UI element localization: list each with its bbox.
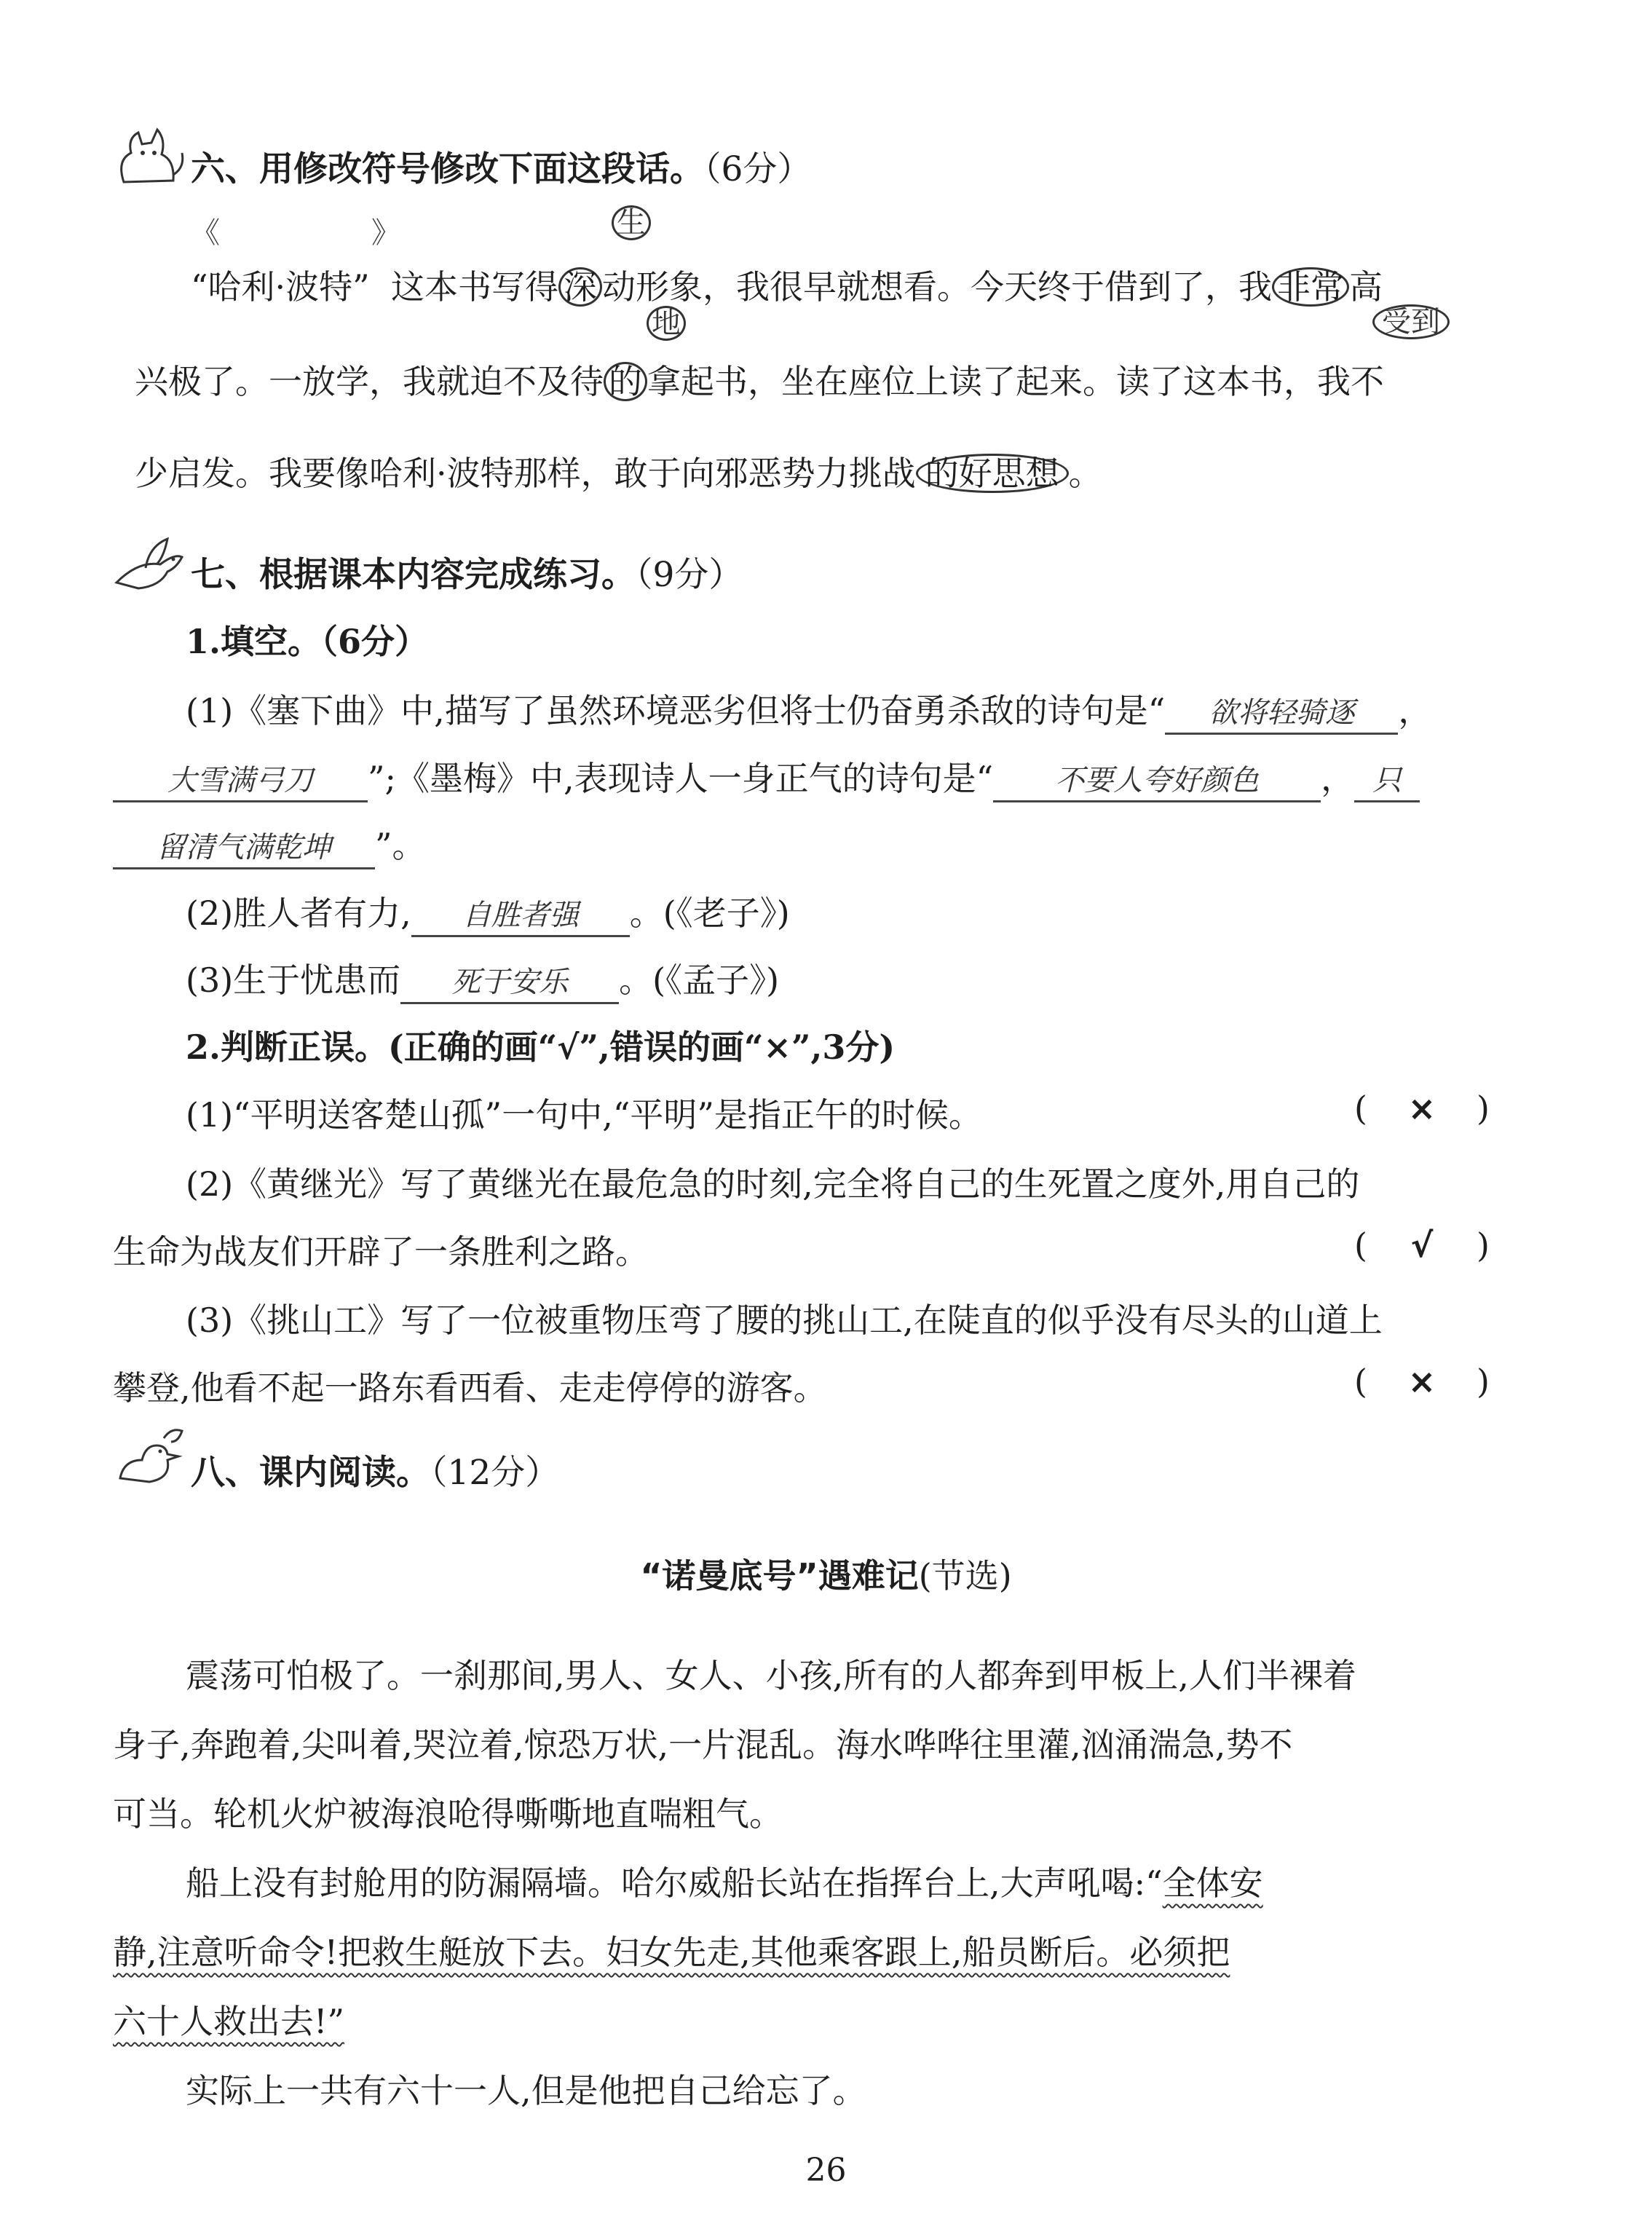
section6-line1 — [191, 261, 1383, 309]
q2-item2-line1: (2)《黄继光》写了黄继光在最危急的时刻,完全将自己的生死置之度外,用自己的 — [186, 1164, 1360, 1204]
line1-text-c: 高 — [1348, 267, 1383, 307]
passage-title — [0, 1550, 1652, 1598]
q2-item2-answer: ( √ ) — [1354, 1226, 1490, 1265]
q1-item2-text-a: (2)胜人者有力, — [186, 893, 411, 933]
passage-title-sub: (节选) — [918, 1556, 1012, 1595]
q2-item1-answer: ( × ) — [1354, 1089, 1490, 1128]
wavy-underlined-text-1: 全体安 — [1162, 1863, 1263, 1903]
answer-daxuemangongdao: 大雪满弓刀 — [113, 757, 368, 802]
insert-word-sheng — [612, 205, 651, 240]
q1-item1-line3 — [113, 819, 426, 869]
line2-text-c: 不 — [1351, 362, 1384, 401]
wavy-underlined-text-2: 静,注意听命令!把救生艇放下去。妇女先走,其他乘客跟上,船员断后。必须把 — [113, 1933, 1230, 1972]
q1-item1-text-a: (1)《塞下曲》中,描写了虽然环境恶劣但将士仍奋勇杀敌的诗句是“ — [186, 691, 1166, 730]
answer-zishengzheqiang: 自胜者强 — [411, 892, 630, 937]
q1-label: 1.填空。（6分） — [186, 622, 429, 661]
line1-text-b: 动形象，我很早就想看。今天终于借到了，我 — [601, 267, 1272, 307]
section6-line2 — [135, 355, 1384, 403]
q1-item1-text-e: ”。 — [375, 826, 426, 865]
q1-item2-text-b: 。(《老子》) — [629, 893, 790, 933]
q1-item3-text-b: 。(《孟子》) — [619, 960, 780, 1000]
passage-p3-line1: 实际上一共有六十一人,但是他把自己给忘了。 — [186, 2071, 866, 2110]
q2-label-text: 2.判断正误。(正确的画“√”,错误的画“×”,3分) — [186, 1027, 896, 1067]
page-number: 26 — [805, 2152, 847, 2189]
passage-title-text: “诺曼底号”遇难记 — [640, 1556, 919, 1595]
passage-p1-line2: 身子,奔跑着,尖叫着,哭泣着,惊恐万状,一片混乱。海水哗哗往里灌,汹涌湍急,势不 — [113, 1725, 1293, 1764]
answer-siyuanle: 死于安乐 — [400, 959, 619, 1004]
q2-item2-answer-mark: √ — [1410, 1226, 1434, 1265]
quote-open: “ — [191, 267, 208, 307]
circled-word-feichang: 非常 — [1272, 267, 1349, 307]
passage-p2-line1-text: 船上没有封舱用的防漏隔墙。哈尔威船长站在指挥台上,大声吼喝:“ — [186, 1863, 1163, 1903]
section7-heading — [191, 548, 743, 596]
line3-text-b: 。 — [1068, 454, 1102, 493]
insert-word-di — [647, 306, 686, 341]
section6-points: （6分） — [704, 149, 812, 189]
quote-close: ” — [352, 267, 370, 307]
q1-item3 — [186, 954, 779, 1004]
answer-zhi: 只 — [1354, 757, 1420, 802]
bird-icon — [109, 532, 189, 597]
passage-p1-line3: 可当。轮机火炉被海浪呛得嘶嘶地直喘粗气。 — [113, 1794, 783, 1834]
book-mark-right: 》 — [371, 216, 400, 250]
answer-liuqingqimanqiankun: 留清气满乾坤 — [113, 824, 375, 869]
line1-text-a: 这本书写得 — [390, 267, 558, 307]
q2-item1: (1)“平明送客楚山孤”一句中,“平明”是指正午的时候。 — [186, 1095, 982, 1135]
q2-item3-answer: ( × ) — [1354, 1362, 1490, 1401]
line3-text-a: 少启发。我要像哈利·波特那样，敢于向邪恶势力挑战 — [135, 454, 916, 493]
answer-yujiangqingjizhu: 欲将轻骑逐 — [1165, 690, 1398, 735]
section6-line3 — [135, 447, 1102, 495]
q1-item1-text-d: ， — [1321, 759, 1355, 798]
insert-word-sheng-text: 生 — [612, 205, 651, 240]
q1-item1-text-c: ”;《墨梅》中,表现诗人一身正气的诗句是“ — [368, 759, 994, 798]
circled-word-de: 的 — [604, 362, 647, 401]
q2-item3-line2: 攀登,他看不起一路东看西看、走走停停的游客。 — [113, 1368, 827, 1408]
passage-p2-line3 — [113, 1995, 344, 2043]
q2-label — [186, 1021, 895, 1069]
insert-word-shoudao — [1372, 304, 1450, 339]
q1-item3-text-a: (3)生于忧患而 — [186, 960, 401, 1000]
line2-text-a: 兴极了。一放学，我就迫不及待 — [135, 362, 604, 401]
section7-heading-text: 七、根据课本内容完成练习。 — [191, 555, 636, 595]
q1-item2 — [186, 887, 790, 937]
section6-heading-text: 六、用修改符号修改下面这段话。 — [191, 149, 704, 189]
section8-points: （12分） — [430, 1453, 560, 1493]
q1-item1-text-b: ， — [1398, 691, 1432, 730]
circled-phrase-haosixiang: 的好思想 — [916, 454, 1069, 493]
section8-heading — [191, 1445, 559, 1494]
circled-word-shen: 深 — [558, 267, 602, 307]
q2-item2-line2: 生命为战友们开辟了一条胜利之路。 — [113, 1232, 649, 1271]
passage-p2-line2 — [113, 1926, 1230, 1974]
passage-p2-line1 — [186, 1857, 1263, 1905]
book-title: 哈利·波特 — [208, 267, 353, 307]
duck-icon — [109, 1424, 189, 1489]
q2-item1-answer-mark: × — [1407, 1089, 1436, 1128]
wavy-underlined-text-3: 六十人救出去!” — [113, 2002, 345, 2041]
insert-word-shoudao-text: 受到 — [1372, 304, 1450, 339]
q1-item1-line2 — [113, 752, 1420, 802]
passage-p1-line1: 震荡可怕极了。一刹那间,男人、女人、小孩,所有的人都奔到甲板上,人们半裸着 — [186, 1656, 1356, 1695]
cat-icon — [109, 124, 189, 189]
section6-heading — [191, 142, 811, 191]
section7-points: （9分） — [636, 555, 743, 595]
answer-buyaorenkuahaoyanse: 不要人夸好颜色 — [993, 757, 1321, 802]
line2-text-b: 拿起书，坐在座位上读了起来。读了这本书，我 — [647, 362, 1351, 401]
book-mark-left: 《 — [191, 216, 220, 250]
insert-word-di-text: 地 — [647, 306, 686, 341]
section8-heading-text: 八、课内阅读。 — [191, 1453, 430, 1493]
q2-item3-line1: (3)《挑山工》写了一位被重物压弯了腰的挑山工,在陡直的似乎没有尽头的山道上 — [186, 1301, 1383, 1340]
q1-item1-line1 — [186, 684, 1431, 735]
q2-item3-answer-mark: × — [1407, 1362, 1436, 1401]
